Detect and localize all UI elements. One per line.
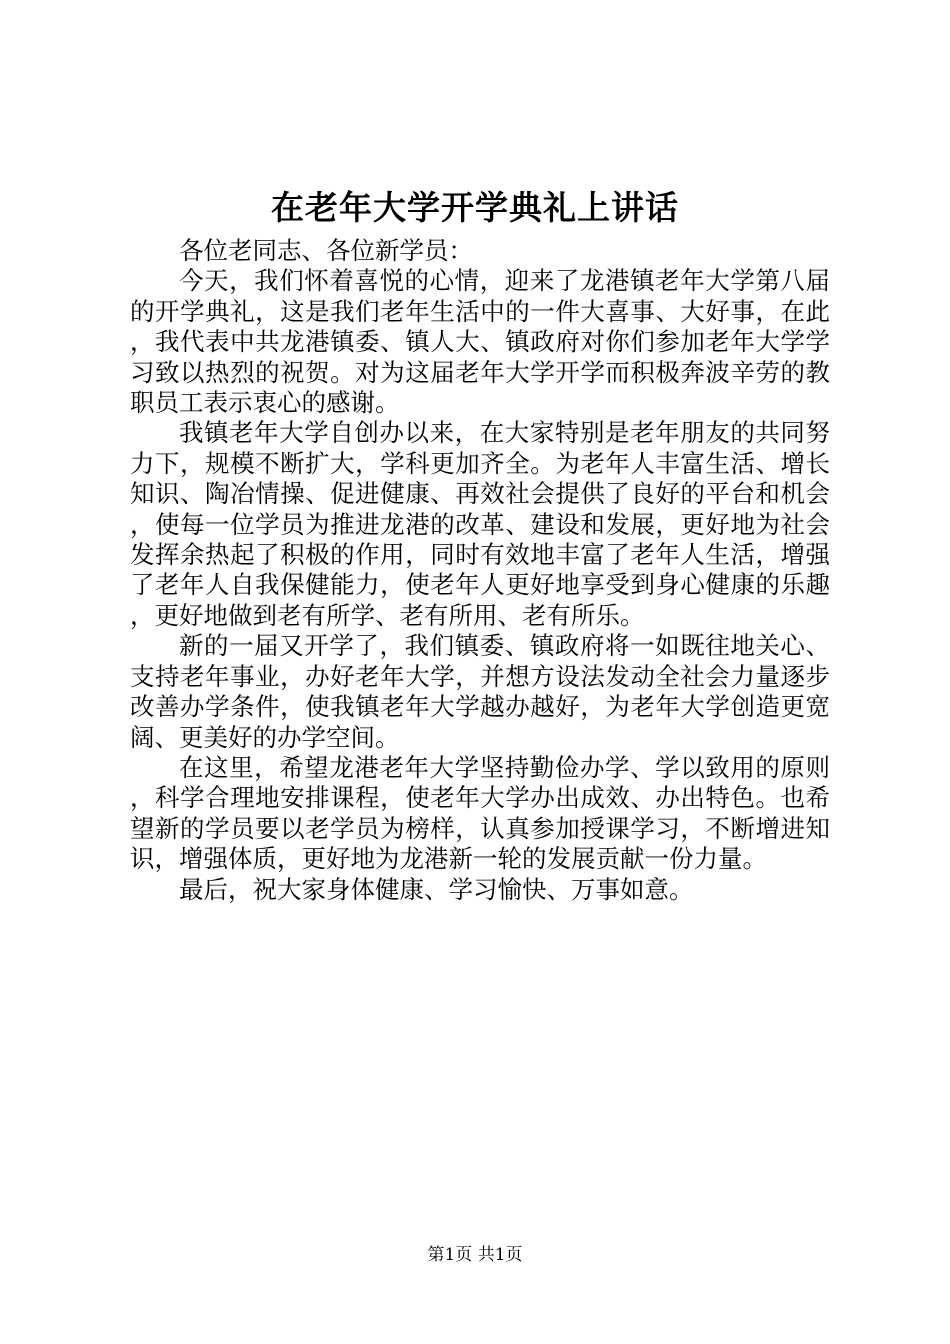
- paragraph-5: 最后，祝大家身体健康、学习愉快、万事如意。: [179, 874, 694, 904]
- greeting-line: 各位老同志、各位新学员：: [179, 236, 473, 265]
- paragraph-2: 我镇老年大学自创办以来，在大家特别是老年朋友的共同努力下，规模不断扩大，学科更加齐全。为老年人丰富生活、增长知识、陶冶情操、促进健康、再效社会提供了良好的平台和机会，使每一位学员为推进龙港的改革、建设和发展，更好地为社会发挥余热起了积极的作用，同时有效地丰富了老年人生活，增强了老年人自我保健能力，使老年人更好地享受到身心健康的乐趣，更好地做到老有所学、老有所用、老有所乐。: [130, 418, 830, 630]
- paragraph-3: 新的一届又开学了，我们镇委、镇政府将一如既往地关心、支持老年事业，办好老年大学，并想方设法发动全社会力量逐步改善办学条件，使我镇老年大学越办越好，为老年大学创造更宽阔、更美好的办学空间。: [130, 631, 830, 752]
- page-number-footer: 第1页 共1页: [427, 1245, 523, 1265]
- paragraph-1: 今天，我们怀着喜悦的心情，迎来了龙港镇老年大学第八届的开学典礼，这是我们老年生活中的一件大喜事、大好事，在此，我代表中共龙港镇委、镇人大、镇政府对你们参加老年大学学习致以热烈的祝贺。对为这届老年大学开学而积极奔波辛劳的教职员工表示衷心的感谢。: [130, 266, 830, 418]
- paragraph-4: 在这里，希望龙港老年大学坚持勤俭办学、学以致用的原则，科学合理地安排课程，使老年大学办出成效、办出特色。也希望新的学员要以老学员为榜样，认真参加授课学习，不断增进知识，增强体质，更好地为龙港新一轮的发展贡献一份力量。: [130, 752, 830, 874]
- document-body: [130, 236, 830, 905]
- document-title: 在老年大学开学典礼上讲话: [271, 188, 679, 227]
